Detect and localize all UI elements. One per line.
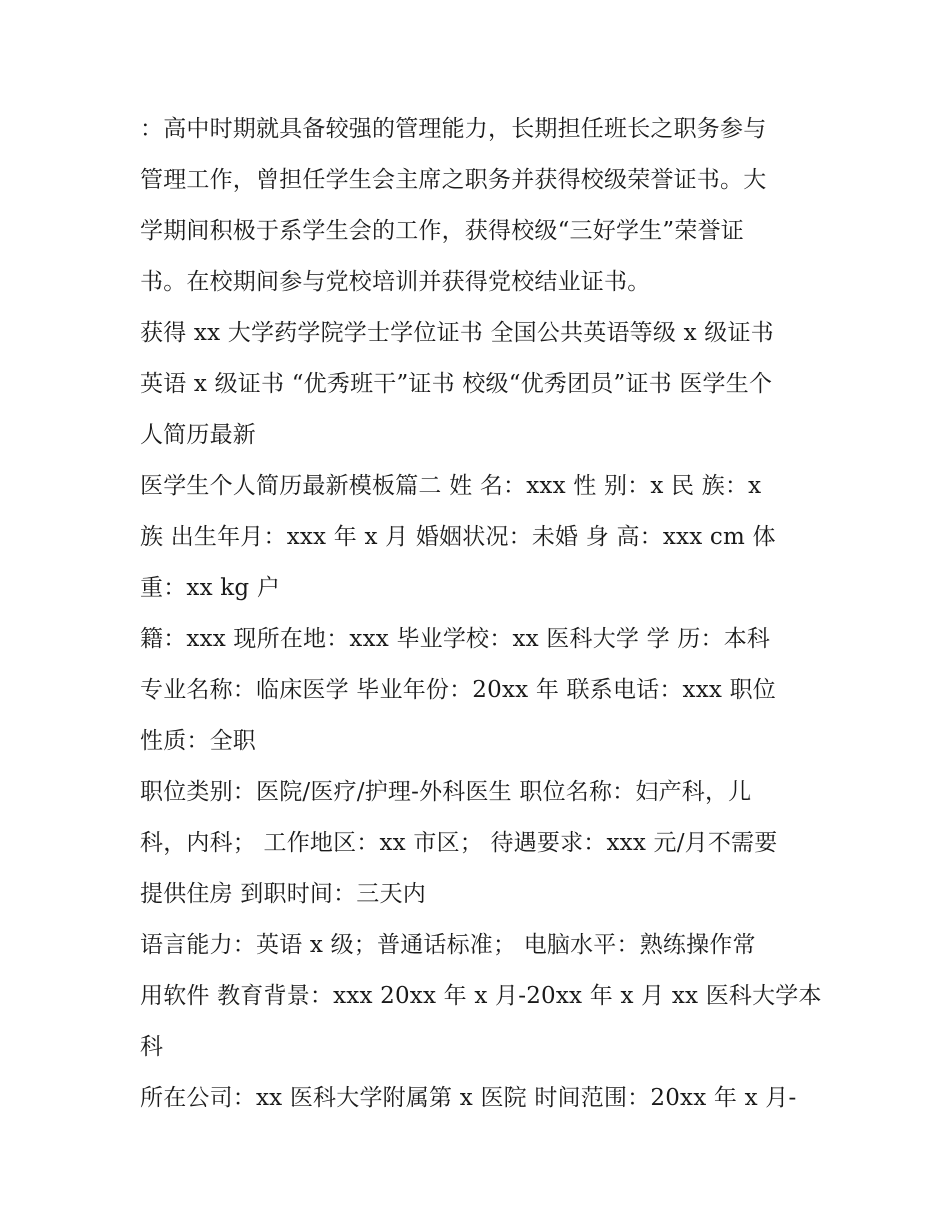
text-line: 获得 xx 大学药学院学士学位证书 全国公共英语等级 x 级证书 [140, 320, 774, 346]
paragraph-leadership [140, 104, 820, 308]
text-line: 提供住房 到职时间：三天内 [140, 881, 426, 907]
text-line: 专业名称：临床医学 毕业年份：20xx 年 联系电话：xxx 职位 [140, 677, 776, 703]
text-line: 用软件 教育背景：xxx 20xx 年 x 月-20xx 年 x 月 xx 医科大学本 [140, 983, 822, 1009]
text-line: 科，内科； 工作地区：xx 市区； 待遇要求：xxx 元/月不需要 [140, 830, 778, 856]
text-line: 重：xx kg 户 [140, 575, 281, 601]
paragraph-personal-info [140, 461, 820, 614]
text-line: 性质：全职 [140, 728, 256, 754]
text-line: 所在公司：xx 医科大学附属第 x 医院 时间范围：20xx 年 x 月- [140, 1085, 797, 1111]
text-line: 医学生个人简历最新模板篇二 姓 名：xxx 性 别：x 民 族：x [140, 473, 762, 499]
text-line: 语言能力：英语 x 级；普通话标准； 电脑水平：熟练操作常 [140, 932, 756, 958]
text-line: 职位类别：医院/医疗/护理-外科医生 职位名称：妇产科，儿 [140, 779, 752, 805]
text-line: 族 出生年月：xxx 年 x 月 婚姻状况：未婚 身 高：xxx cm 体 [140, 524, 776, 550]
text-line: 人简历最新 [140, 422, 256, 448]
paragraph-residence-education [140, 614, 820, 767]
paragraph-certificates [140, 308, 820, 461]
paragraph-work-experience [140, 1073, 820, 1124]
document-body [140, 104, 820, 1124]
text-line: 书。在校期间参与党校培训并获得党校结业证书。 [140, 269, 651, 295]
text-line: 管理工作，曾担任学生会主席之职务并获得校级荣誉证书。大 [140, 167, 767, 193]
text-line: 籍：xxx 现所在地：xxx 毕业学校：xx 医科大学 学 历：本科 [140, 626, 771, 652]
text-line: 学期间积极于系学生会的工作，获得校级“三好学生”荣誉证 [140, 218, 744, 244]
paragraph-job-intent [140, 767, 820, 920]
text-line: 英语 x 级证书 “优秀班干”证书 校级“优秀团员”证书 医学生个 [140, 371, 773, 397]
text-line: ：高中时期就具备较强的管理能力，长期担任班长之职务参与 [140, 116, 767, 142]
paragraph-skills-education [140, 920, 820, 1073]
text-line: 科 [140, 1034, 164, 1060]
